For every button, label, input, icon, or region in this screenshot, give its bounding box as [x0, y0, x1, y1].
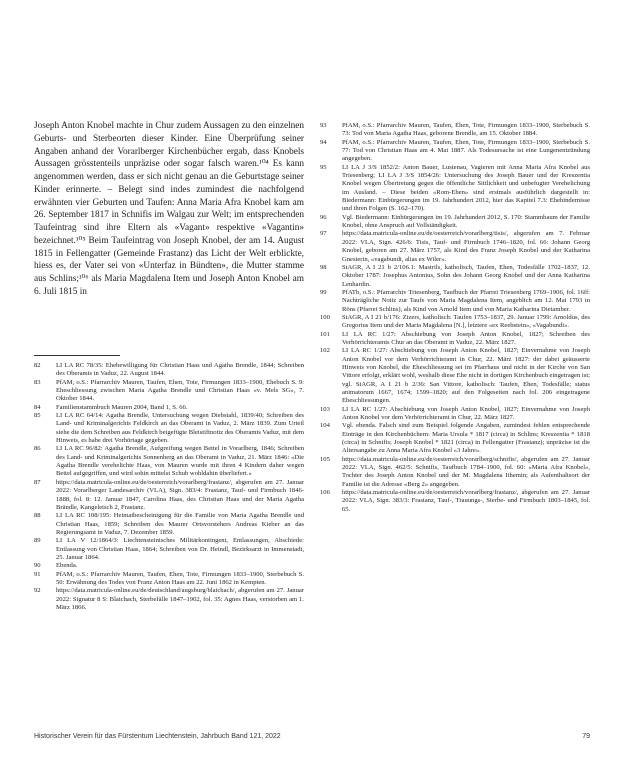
footnote — [34, 479, 304, 512]
footnote — [34, 362, 304, 379]
footnote-number: 106 — [320, 489, 330, 497]
footnote-text: https://data.matricula-online.eu/de/oesterreich/vorarlberg/frastanz/, abgerufen am 27. Januar 2022: VLA, Sign. 383/3: Frastanz, Tauf-, Trauungs-, Sterbe- und Firmbuch 1803–1845, fol. 65. — [342, 489, 590, 513]
footnote — [320, 489, 590, 514]
footnote-text: Vgl. Biedermann: Einbürgerungen im 19. Jahrhundert 2012, S. 170: Stammbaum der Familie Knobel, ohne Anspruch auf Vollständigkeit. — [342, 213, 590, 230]
left-column — [34, 120, 304, 299]
footnote — [34, 537, 304, 562]
footnote — [34, 404, 304, 412]
footnote-text: PfAM, o.S.: Pfarrarchiv Mauren, Taufen, Ehen, Tote, Firmungen 1833–1900, Sterbebuch S. 50: Erwähnung des Todes von Franz Anton Haas am 22. Juni 1862 in Kempten. — [56, 570, 304, 586]
footnote — [320, 331, 590, 348]
footnote-number: 88 — [34, 512, 41, 520]
footnote — [320, 139, 590, 164]
footnote-text: PfATb, o.S.: Pfarrarchiv Triesenberg, Taufbuch der Pfarrei Triesenberg 1769–1906, fol. 16ff: Nachträgliche Notiz zur Taufe von Maria Magdalena Item, angeblich am 12. Mai 1793 in Röns (Pfarrei Schlins), als Kind von Arnold Item und von Maria Katharina Dietamber. — [342, 288, 590, 313]
footnote — [320, 406, 590, 423]
footnote-text: LI LA RC 78/35: Ehebewilligung für Christian Haas und Agatha Brendle, 1844; Schreiben des Oberamts in Vaduz, 22. August 1844. — [56, 362, 304, 378]
footnote-text: LI LA RC 64/14: Agatha Brendle, Untersuchung wegen Diebstahl, 1839/40; Schreiben des Land- und Kriminalgerichts Feldkirch an das Oberamt in Vaduz, 2. März 1839. Zum Urteil siehe die dem Schreiben aus Feldkirch beigefügte Bleistiftnotiz des Oberamts Vaduz, mit dem Hinweis, es habe drei Vorhörtage gegeben. — [56, 412, 304, 445]
footnote-number: 97 — [320, 230, 327, 238]
page-footer — [34, 733, 590, 740]
footnote — [34, 587, 304, 612]
footnote-number: 103 — [320, 405, 330, 413]
footnote — [320, 314, 590, 331]
footnote — [320, 422, 590, 455]
footnote-text: PfAM, o.S.: Pfarrarchiv Mauren, Taufen, Ehen, Tote, Firmungen 1833–1900, Sterbebuch S. 73: Tod von Maria Agatha Haas, geborene Brendle, am 15. Oktober 1884. — [342, 122, 590, 138]
footnote — [34, 562, 304, 570]
footnote-number: 96 — [320, 213, 327, 221]
footnote — [320, 164, 590, 214]
footnote-number: 83 — [34, 378, 41, 386]
footnote-number: 86 — [34, 445, 41, 453]
footnote — [320, 122, 590, 139]
footnote-number: 85 — [34, 412, 41, 420]
footnote-text: PfAM, o.S.: Pfarrarchiv Mauren, Taufen, Ehen, Tote, Firmungen 1833–1900, Ehebuch S. 9: Eheschliessung zwischen Maria Agatha Brendle und Christian Haas «v. Mels SG», 7. Oktober 1844. — [56, 378, 304, 403]
footnote-text: StAGR, A I 21 b 2/106.1: Mastrils, katholisch, Taufen, Ehen, Todesfälle 1702–1837, 12. Oktober 1787: Josephus Antonius, Sohn des Johann Georg Knobel und der Anna Katharina Lenhardin. — [342, 263, 590, 288]
footnote-number: 82 — [34, 362, 41, 369]
footnote-text: LI LA RC 108/195: Heimatbescheinigung für die Familie von Maria Agatha Brendle und Christian Haas, 1859; Schreiben des Maurer Ortsvorstehers Andreas Kieber an das Regierungsamt in Vaduz, 7. Dezember 1859. — [56, 512, 304, 536]
footnote-text: LI LA V 12/1864/3: Liechtensteinisches Militärkontingent, Entlassungen, Abschiede: Entlassung von Christian Haas, 1864; Schreiben von Dr. Heindl, Bezirksarzt in Immenstadt, 25. Januar 1864. — [56, 537, 304, 561]
footnote-number: 101 — [320, 330, 330, 338]
footnote — [34, 379, 304, 404]
footnote — [320, 289, 590, 314]
footnote-separator-rule — [34, 355, 120, 356]
footnote-number: 93 — [320, 122, 327, 129]
footnote-text: LI LA J 3/S 1852/2: Anton Bauer, Lustenau, Vagieren mit Anna Maria Afra Knobel aus Triesenberg; LI LA J 3/S 1854/26: Untersuchung des Joseph Bauer und der Kreszentia Knobel wegen Übertretung gegen die öffentliche Sittlichkeit und unbefugter Verehelichung im Ausland. – Diese beiden «Rom-Ehen» sind erstmals ausführlich dargestellt in: Biedermann: Einbürgerungen im 19. Jahrhundert 2012, hier das Kapitel 7.3: Ehehindernisse und ihren Folgen (S. 162–170). — [342, 163, 590, 213]
footnote-number: 84 — [34, 403, 41, 411]
footnote-text: PfAM, o.S.: Pfarrarchiv Mauren, Taufen, Ehen, Tote, Firmungen 1833–1900, Sterbebuch S. 77: Tod von Christian Haas am 4. Mai 1887. Als Todesursache ist eine Lungenentzündung angegeben. — [342, 138, 590, 163]
footnote-number: 99 — [320, 288, 327, 296]
footnote-number: 91 — [34, 570, 41, 578]
footnote-text: Familienstammbuch Mauren 2004, Band 1, S. 66. — [56, 403, 188, 411]
footnote — [34, 512, 304, 537]
footnotes-right — [320, 122, 590, 514]
footnote-text: LI LA RC 1/27: Abschiebung von Joseph Anton Knobel, 1827; Einvernahme von Joseph Anton Knobel vor dem Verhörrichteramt in Chur, 22. März 1827. — [342, 405, 590, 422]
footnote — [320, 264, 590, 289]
footnote — [320, 230, 590, 263]
footnote-text: StAGR, A I 21 b/176: Zizers, katholisch: Taufen 1753–1837, 29. Januar 1799: Arnoldus, des Gregorius Item und der Maria Magdalena [N.], letztere «ex Reebstein», «Vagabundi». — [342, 313, 590, 330]
footnote-number: 102 — [320, 347, 330, 355]
footnote-text: LI LA RC 1/27: Abschiebung von Joseph Anton Knobel, 1827; Schreiben des Verhörrichteramts Chur an das Oberamt in Vaduz, 22. März 1827. — [342, 330, 590, 346]
footnote-number: 92 — [34, 587, 41, 595]
footnote — [34, 571, 304, 588]
footnote — [320, 214, 590, 231]
footnote-text: https://data.matricula-online.eu/de/deutschland/augsburg/blaichach/, abgerufen am 27. Januar 2022: Signatur 8 S: Blaichach, Sterbefälle 1847–1902, fol. 35: Agnes Haas, verstorben am 1. März 1866. — [56, 587, 304, 611]
footnotes-left — [34, 362, 304, 612]
footnote-number: 98 — [320, 263, 327, 271]
footnote-text: LI LA RC 96/82: Agatha Brendle, Aufgreifung wegen Bettel in Vorarlberg, 1846; Schreiben des Land- und Kriminalgerichts Sonnenberg an das Oberamt in Vaduz, 21. März 1846: «Die Agatha Brendle verehelichte Haas, von Mauren wurde mit ihren 4 Kindern daher wegen Bettel aufgegriffen, und wird sohin mittelst Schub wohldahin überliefert.» — [56, 445, 304, 478]
footer-journal-title: Historischer Verein für das Fürstentum Liechtenstein, Jahrbuch Band 121, 2022 — [34, 733, 281, 740]
footnote-number: 95 — [320, 163, 327, 171]
footnote-text: Vgl. ebenda. Falsch sind zum Beispiel folgende Angaben, zumindest fehlen entsprechende Einträge in den Kirchenbüchern: Maria Ursula * 1817 (circa) in Schlins; Kreszentia * 1818 (circa) in Schnifis; Joseph Knobel * 1821 (circa) in Fellengatter (Frastanz); unpräzise ist die Altersangabe zu Anna Maria Afra Knobel «3 Jahre». — [342, 422, 590, 455]
footnote-number: 89 — [34, 537, 41, 545]
footnote-number: 100 — [320, 313, 330, 321]
footnote-number: 87 — [34, 478, 41, 486]
footnote-text: https://data.matricula-online.eu/de/oesterreich/vorarlberg/schnifis/, abgerufen am 27. Januar 2022: VLA, Sign. 462/5: Schnifis, Taufbuch 1784–1900, fol. 60: «Maria Afra Knobel», Tochter des Joseph Anton Knobel und der M. Magdalena Ithemin; als Aufenthaltsort der Familie ist die Adresse «Berg 2» angegeben. — [342, 455, 590, 488]
page-number: 79 — [582, 733, 590, 740]
footnote-text: https://data.matricula-online.eu/de/oesterreich/vorarlberg/tisis/, abgerufen am 7. Februar 2022: VLA, Sign. 426/6: Tisis, Tauf- und Firmbuch 1746–1820, fol. 66: Johann Georg Knobel, geboren am 27. März 1757, als Kind des Franz Joseph Knobel und der Katharina Gnesterin, «vagabundi, alias ex Wiler». — [342, 230, 590, 263]
main-paragraph: Joseph Anton Knobel machte in Chur zudem Aussagen zu den einzelnen Geburts- und Sterbeorten dieser Kinder. Eine Überprüfung seiner Angaben anhand der Vorarlberger Kirchenbücher ergab, dass Knobels Aussagen grösstenteils unpräzise oder sogar falsch waren.¹⁰⁴ Es kann angenommen werden, dass er sich nicht genau an die Geburtstage seiner Kinder erinnerte. – Belegt sind indes zumindest die nachfolgend erwähnten vier Geburten und Taufen: Anna Maria Afra Knobel kam am 26. September 1817 in Schnifis im Walgau zur Welt; im entsprechenden Taufeintrag sind ihre Eltern als «Vagant» respektive «Vagantin» bezeichnet.¹⁰⁵ Beim Taufeintrag von Joseph Knobel, der am 14. August 1815 in Fellengatter (Gemeinde Frastanz) das Licht der Welt erblickte, hiess es, der Vater sei von «Unterfaz in Bündten», die Mutter stamme aus Schlins;¹⁰⁶ als Maria Magdalena Item und Joseph Anton Knobel am 6. Juli 1815 in — [34, 121, 304, 297]
footnote-text: Ebenda. — [56, 562, 78, 570]
footnote-text: LI LA RC 1/27: Abschiebung von Joseph Anton Knobel, 1827; Einvernahme von Joseph Anton Knobel vor dem Verhörrichteramt in Chur, 22. März 1827: der dabei geäusserte Hinweis von Knobel, die Eheschliessung sei im Pfarrhaus und nicht in der Kirche von San Vittore erfolgt, erklärt wohl, weshalb diese Ehe nicht in dortigen Kirchenbuch eingetragen ist; vgl. StAGR, A I 21 b 2/36: San Vittore, katholisch: Taufen, Ehen, Todesfälle; status animatorum 1667, 1674; 1599–1820; auf den Folgeseiten nach fol. 206 eingetragene Eheschliessungen. — [342, 347, 590, 405]
footnote — [320, 456, 590, 489]
footnote — [320, 347, 590, 405]
footnote-text: https://data.matricula-online.eu/de/oesterreich/vorarlberg/frastanz/, abgerufen am 27. Januar 2022: Vorarlberger Landesarchiv (VLA), Sign. 383/4: Frastanz, Tauf- und Firmbuch 1846-1888, fol. 8: 12. Januar 1847, Carolina Haas, des Christian Haas und der Maria Agatha Brändle, Kangeletsch 2, Frastanz. — [56, 478, 304, 511]
footnote-number: 90 — [34, 562, 41, 570]
footnote-number: 94 — [320, 138, 327, 146]
footnote-number: 105 — [320, 455, 330, 463]
footnote — [34, 412, 304, 445]
footnote-number: 104 — [320, 422, 330, 430]
footnote — [34, 445, 304, 478]
